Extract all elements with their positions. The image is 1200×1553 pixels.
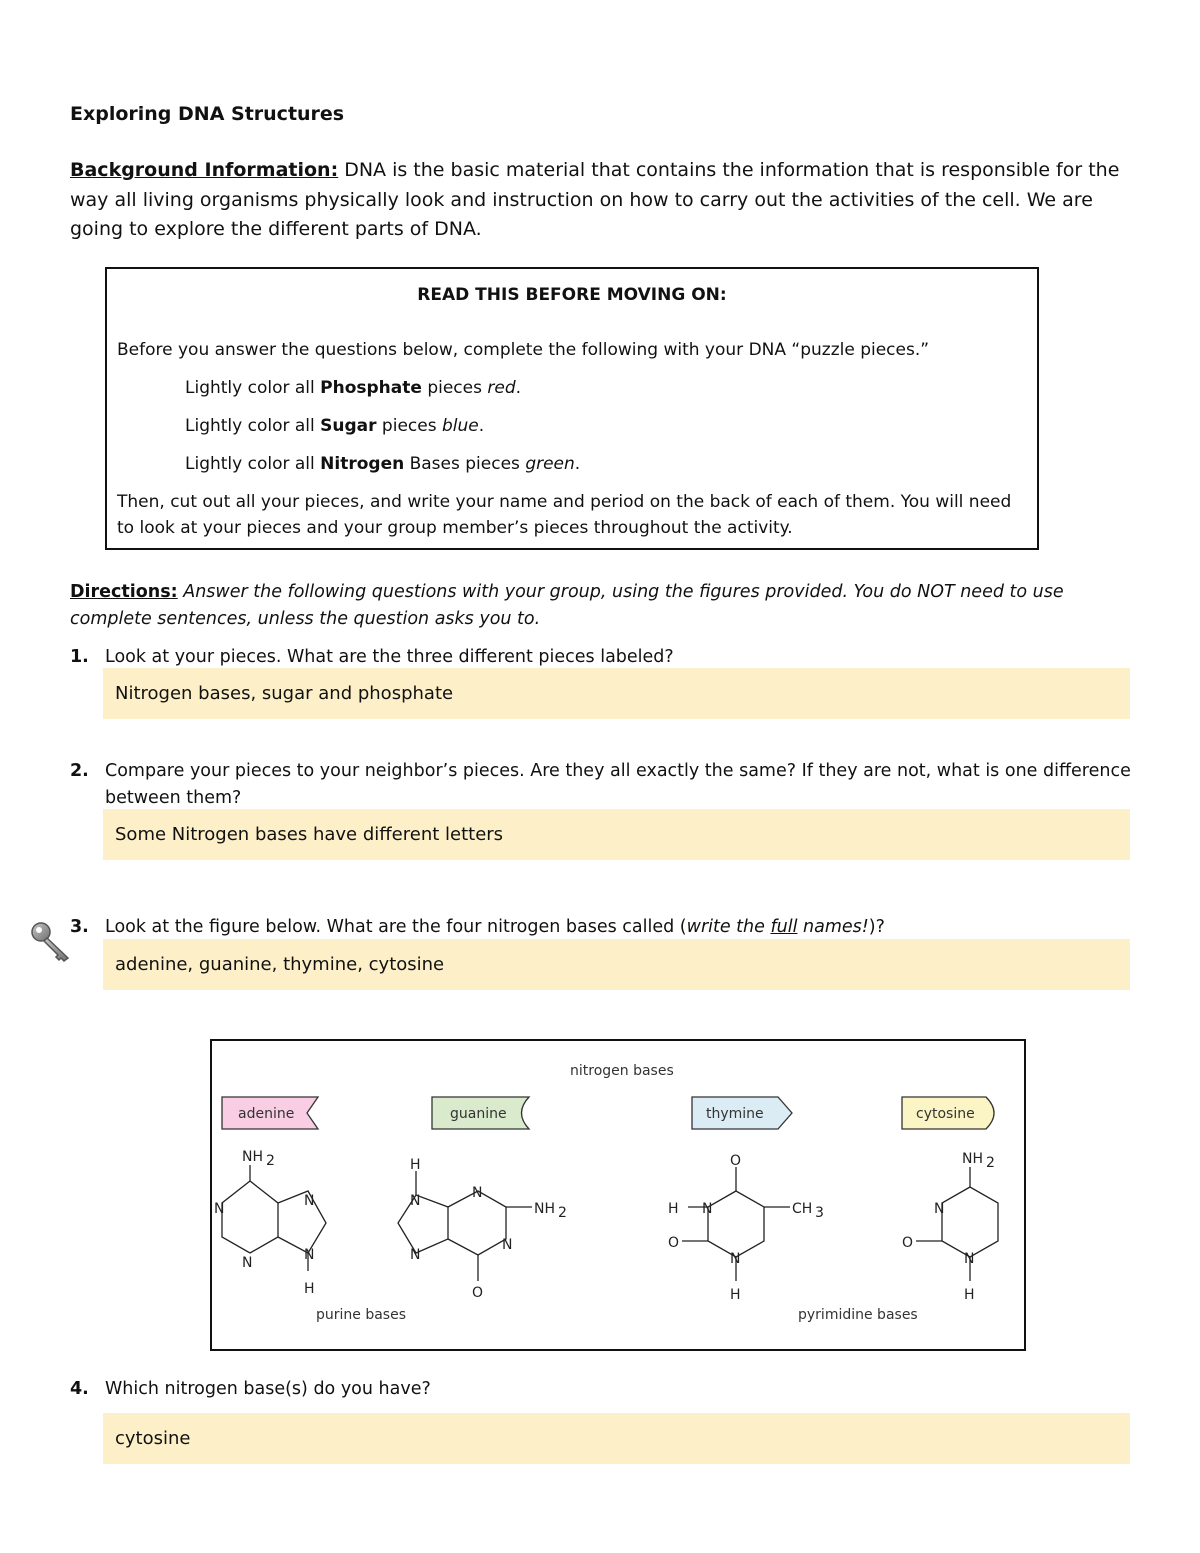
- answer-field[interactable]: cytosine: [103, 1413, 1130, 1464]
- document-title: Exploring DNA Structures: [70, 103, 345, 125]
- figure-title: nitrogen bases: [570, 1063, 674, 1079]
- atom-label: NH: [534, 1201, 555, 1217]
- atom-label: N: [304, 1193, 315, 1209]
- answer-field[interactable]: adenine, guanine, thymine, cytosine: [103, 939, 1130, 990]
- nitrogen-bases-diagram: [212, 1041, 1024, 1349]
- directions-paragraph: [70, 579, 1135, 633]
- purine-bases-label: purine bases: [316, 1307, 407, 1323]
- cytosine-structure: [916, 1167, 998, 1281]
- read-box-outro: Then, cut out all your pieces, and write your name and period on the back of each of them. You will need to look at your pieces and your group member’s pieces throughout the activity.: [117, 492, 1012, 538]
- pyrimidine-bases-label: pyrimidine bases: [798, 1307, 918, 1323]
- directions-label: Directions:: [70, 582, 178, 602]
- atom-label: N: [410, 1247, 421, 1263]
- guanine-structure: [398, 1171, 532, 1281]
- atom-label: O: [668, 1235, 680, 1251]
- question-text: Which nitrogen base(s) do you have?: [105, 1379, 431, 1399]
- background-text: DNA is the basic material that contains the information that is responsible for the way all living organisms physically look and instruction on how to carry out the activities of the cell. We are going to explore the different parts of DNA.: [70, 159, 1120, 240]
- atom-subscript: 2: [558, 1205, 567, 1221]
- atom-label: N: [934, 1201, 945, 1217]
- key-icon-graphic: [28, 916, 76, 964]
- color-instruction-sugar: Lightly color all Sugar pieces blue.: [185, 416, 485, 436]
- atom-label: H: [304, 1281, 315, 1297]
- background-paragraph: [70, 156, 1130, 245]
- atom-label: N: [410, 1193, 421, 1209]
- question-number: 3.: [70, 917, 89, 937]
- atom-label: N: [502, 1237, 513, 1253]
- atom-label: H: [410, 1157, 421, 1173]
- atom-label: N: [472, 1185, 483, 1201]
- atom-label: N: [730, 1251, 741, 1267]
- read-this-box: [105, 267, 1039, 550]
- question-number: 4.: [70, 1379, 89, 1399]
- atom-label: O: [902, 1235, 914, 1251]
- atom-label: NH: [962, 1151, 983, 1167]
- background-label: Background Information:: [70, 159, 339, 181]
- atom-subscript: 2: [986, 1155, 995, 1171]
- answer-field[interactable]: Nitrogen bases, sugar and phosphate: [103, 668, 1130, 719]
- atom-subscript: 3: [815, 1205, 824, 1221]
- atom-label: O: [472, 1285, 484, 1301]
- color-instruction-phosphate: Lightly color all Phosphate pieces red.: [185, 378, 522, 398]
- atom-label: N: [242, 1255, 253, 1271]
- atom-label: N: [964, 1251, 975, 1267]
- question-text: Look at the figure below. What are the four nitrogen bases called (write the full names!)?: [105, 917, 885, 937]
- question-text: Compare your pieces to your neighbor’s pieces. Are they all exactly the same? If they are not, what is one difference between them?: [105, 761, 1131, 808]
- atom-label: H: [730, 1287, 741, 1303]
- atom-label: O: [730, 1153, 742, 1169]
- question-number: 1.: [70, 647, 89, 667]
- read-box-intro: Before you answer the questions below, complete the following with your DNA “puzzle pieces.”: [117, 340, 930, 360]
- atom-label: H: [964, 1287, 975, 1303]
- atom-subscript: 2: [266, 1153, 275, 1169]
- nitrogen-bases-figure: [210, 1039, 1026, 1351]
- atom-label: N: [304, 1247, 315, 1263]
- guanine-tag-label: guanine: [450, 1106, 507, 1122]
- atom-label: N: [702, 1201, 713, 1217]
- thymine-tag-label: thymine: [706, 1106, 764, 1122]
- atom-label: H: [668, 1201, 679, 1217]
- question-text: Look at your pieces. What are the three different pieces labeled?: [105, 647, 674, 667]
- answer-field[interactable]: Some Nitrogen bases have different letters: [103, 809, 1130, 860]
- read-box-heading: READ THIS BEFORE MOVING ON:: [417, 285, 727, 305]
- adenine-tag-label: adenine: [238, 1106, 295, 1122]
- key-icon[interactable]: [28, 916, 76, 964]
- cytosine-tag-label: cytosine: [916, 1106, 975, 1122]
- atom-label: N: [214, 1201, 225, 1217]
- question-number: 2.: [70, 761, 89, 781]
- atom-label: NH: [242, 1149, 263, 1165]
- atom-label: CH: [792, 1201, 813, 1217]
- directions-text: Answer the following questions with your group, using the figures provided. You do NOT need to use complete sentences, unless the question asks you to.: [70, 582, 1064, 629]
- color-instruction-nitrogen: Lightly color all Nitrogen Bases pieces green.: [185, 454, 581, 474]
